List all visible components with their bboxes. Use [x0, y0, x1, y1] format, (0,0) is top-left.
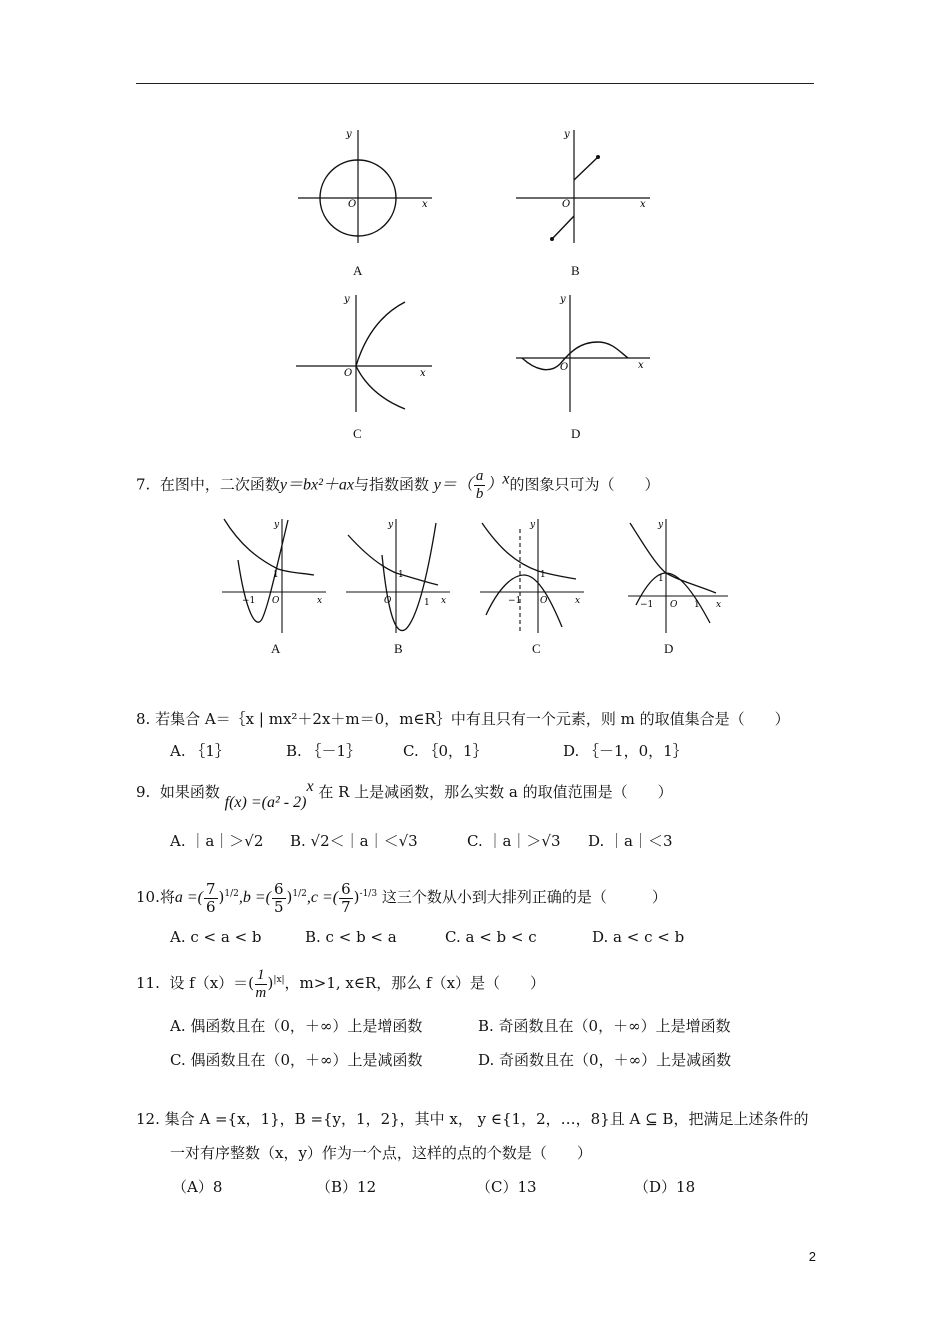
- q7-graph-c: [476, 515, 588, 635]
- graph-a-label: A: [353, 263, 363, 278]
- svg-text:x: x: [422, 199, 428, 210]
- q11-option-c: C. 偶函数且在（0，＋∞）上是减函数: [170, 1051, 423, 1069]
- svg-text:y: y: [274, 520, 280, 530]
- q11-option-a: A. 偶函数且在（0，＋∞）上是增函数: [170, 1017, 423, 1035]
- graph-b: [510, 125, 660, 245]
- svg-text:1: 1: [540, 570, 546, 580]
- q9-option-d: D. ｜a｜＜3: [588, 832, 673, 850]
- q12-option-a: （A）8: [172, 1178, 223, 1196]
- page-number: 2: [808, 1249, 816, 1264]
- q10-option-c: C. a < b < c: [445, 928, 537, 946]
- svg-text:1: 1: [658, 574, 664, 584]
- svg-text:O: O: [540, 596, 548, 606]
- q11-option-b: B. 奇函数且在（0，＋∞）上是增函数: [478, 1017, 731, 1035]
- question-9: 9. 如果函数 f(x) =(a² - 2)$^x$ 在 R 上是减函数，那么实数 a 的取值范围是（ ）: [136, 778, 673, 811]
- svg-text:y: y: [560, 294, 566, 305]
- q8-option-b: B. ｛－1｝: [286, 742, 362, 760]
- q8-option-d: D. ｛－1，0，1｝: [563, 742, 688, 760]
- graph-d-label: D: [571, 426, 581, 441]
- graph-c: [290, 290, 440, 415]
- svg-text:O: O: [560, 362, 569, 373]
- q7-graph-d: [624, 515, 736, 635]
- q8-option-a: A. ｛1｝: [170, 742, 230, 760]
- svg-text:O: O: [670, 600, 678, 610]
- svg-text:O: O: [272, 596, 280, 606]
- header-rule: [136, 83, 814, 84]
- svg-text:O: O: [384, 596, 392, 606]
- origin-label: O: [348, 199, 357, 210]
- svg-text:x: x: [638, 360, 644, 371]
- question-11: 11. 设 f（x）＝( $\frac{1}{m}$ )$^{|x|}$，m>1, x∈R，那么 f（x）是（ ）: [136, 966, 546, 1001]
- svg-text:y: y: [658, 520, 664, 530]
- q7-graph-a-label: A: [271, 641, 281, 656]
- svg-text:x: x: [317, 596, 323, 606]
- svg-text:x: x: [420, 368, 426, 379]
- graph-b-label: B: [571, 263, 580, 278]
- q7-graph-b-label: B: [394, 641, 403, 656]
- q9-option-b: B. √2＜｜a｜＜√3: [290, 832, 418, 850]
- q12-option-d: （D）18: [634, 1178, 696, 1196]
- svg-text:1: 1: [273, 570, 279, 580]
- question-10: 10.将a =( $\frac{7}{6}$ )$^{1/2}$,b =( $\frac{6}{5}$ )$^{1/2}$,c =( $\frac{6}{7}$ )$^{-1/3}$ 这三个数从小到大排列正确的是（ ）: [136, 879, 667, 916]
- question-7: 7. 在图中，二次函数y＝bx²＋ax与指数函数 y＝（ $\frac{a}{b}$ ）$^x$的图象只可为（ ）: [136, 468, 660, 502]
- question-12-line-1: 12. 集合 A ={x，1}，B ={y，1，2}，其中 x， y ∈{1，2，…，8}且 A ⊆ B，把满足上述条件的: [136, 1110, 809, 1128]
- svg-text:y: y: [388, 520, 394, 530]
- question-12-line-2: 一对有序整数（x，y）作为一个点，这样的点的个数是（ ）: [170, 1144, 592, 1162]
- q11-option-d: D. 奇函数且在（0，＋∞）上是减函数: [478, 1051, 732, 1069]
- svg-text:O: O: [344, 368, 353, 379]
- q12-option-b: （B）12: [316, 1178, 377, 1196]
- q10-option-d: D. a < c < b: [592, 928, 685, 946]
- q7-graph-b: [342, 515, 454, 635]
- q7-graph-c-label: C: [532, 641, 541, 656]
- q7-graph-a: [218, 515, 330, 635]
- svg-text:x: x: [716, 600, 722, 610]
- q12-option-c: （C）13: [476, 1178, 537, 1196]
- q9-option-c: C. ｜a｜＞√3: [467, 832, 561, 850]
- graph-a: [290, 125, 440, 245]
- svg-text:x: x: [640, 199, 646, 210]
- q8-option-c: C. ｛0，1｝: [403, 742, 488, 760]
- svg-text:y: y: [346, 129, 352, 140]
- svg-text:−1: −1: [508, 596, 522, 606]
- graph-c-label: C: [353, 426, 362, 441]
- svg-text:y: y: [564, 129, 570, 140]
- q9-option-a: A. ｜a｜＞√2: [170, 832, 264, 850]
- svg-text:−1: −1: [640, 600, 654, 610]
- svg-text:x: x: [575, 596, 581, 606]
- svg-text:y: y: [530, 520, 536, 530]
- svg-text:y: y: [344, 294, 350, 305]
- svg-text:−1: −1: [242, 596, 256, 606]
- svg-text:x: x: [441, 596, 447, 606]
- question-8: 8. 若集合 A＝｛x | mx²＋2x＋m＝0，m∈R｝中有且只有一个元素，则 m 的取值集合是（ ）: [136, 710, 790, 728]
- svg-text:1: 1: [424, 598, 430, 608]
- graph-d: [510, 290, 660, 415]
- q10-option-a: A. c < a < b: [170, 928, 262, 946]
- q10-option-b: B. c < b < a: [305, 928, 397, 946]
- svg-text:1: 1: [398, 570, 404, 580]
- svg-text:O: O: [562, 199, 571, 210]
- q7-graph-d-label: D: [664, 641, 674, 656]
- svg-text:1: 1: [694, 600, 700, 610]
